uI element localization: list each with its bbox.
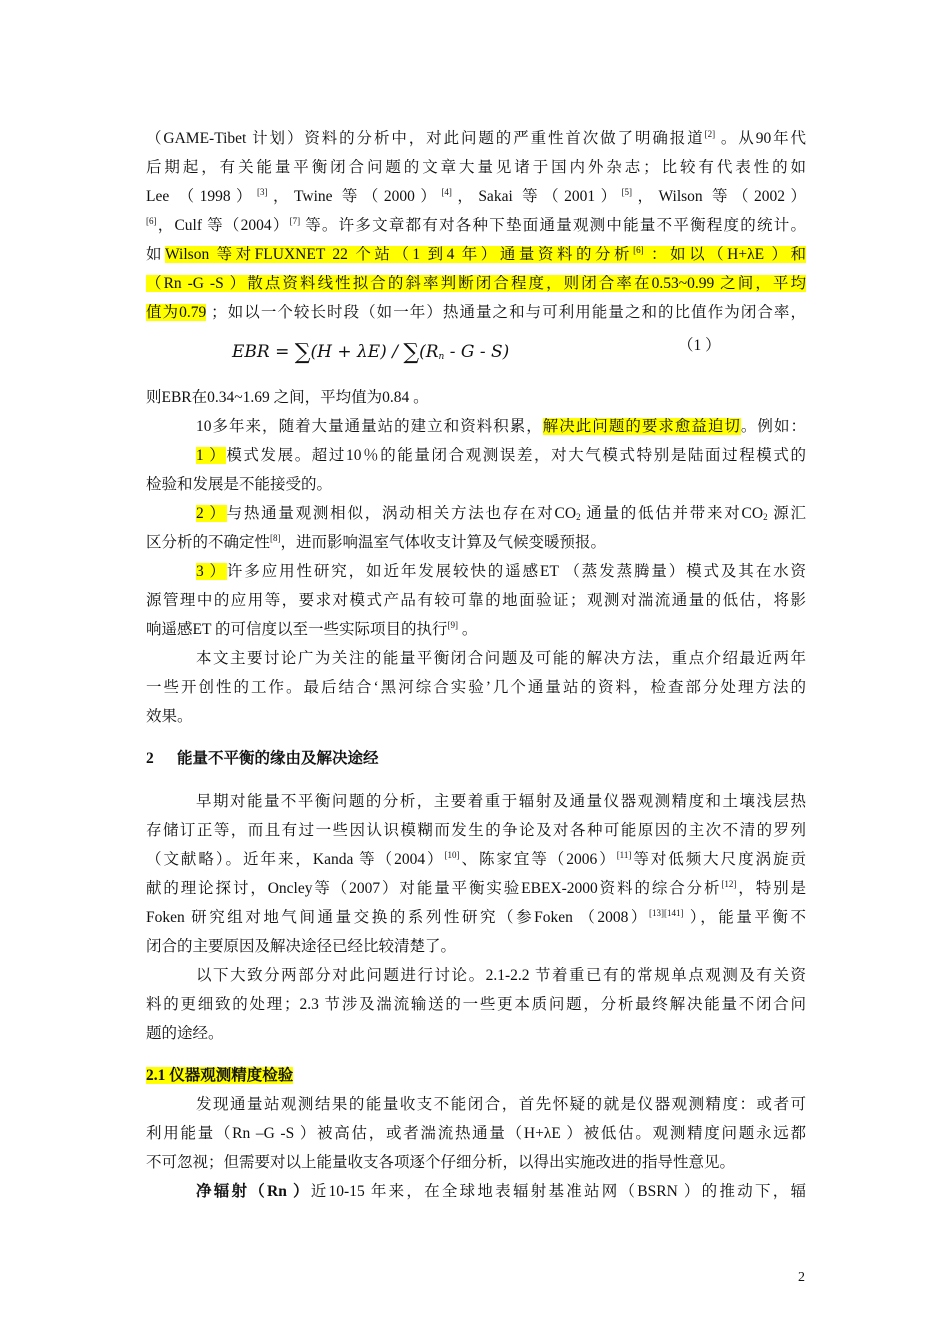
list-marker: 1 ）: [196, 447, 227, 464]
text-line: 闭合的主要原因及解决途径已经比较清楚了。: [146, 938, 457, 955]
text-line: 区分析的不确定性[8]，进而影响温室气体收支计算及气候变暖预报。: [146, 533, 607, 551]
equation-ebr: EBR = $\sum(H + \lambda E) / \sum(R_n - G - S)$: [232, 340, 510, 365]
text-line: 源管理中的应用等，要求对模式产品有较可靠的地面验证；观测对湍流通量的低估，将影: [146, 592, 806, 609]
text-line: 则EBR在0.34~1.69 之间，平均值为0.84 。: [146, 389, 429, 406]
highlighted-text: 值为0.79: [146, 304, 207, 321]
list-marker: 3 ）: [196, 563, 227, 580]
highlighted-text: Wilson 等对FLUXNET 22 个站（1 到4 年）通量资料的分析[6] ：如以（H+λE ）和: [165, 245, 807, 263]
highlighted-text: 解决此问题的要求愈益迫切: [542, 418, 741, 435]
equation-number: （1 ）: [678, 337, 721, 354]
text-line: 题的途经。: [146, 1025, 224, 1042]
text-line: 一些开创性的工作。最后结合‘黑河综合实验’几个通量站的资料，检查部分处理方法的: [146, 679, 806, 696]
section-heading: 2 能量不平衡的缘由及解决途经: [146, 750, 379, 767]
text-line: （GAME-Tibet 计划）资料的分析中，对此问题的严重性首次做了明确报道[2] 。从90年代: [146, 129, 806, 147]
highlighted-text: 2.1 仪器观测精度检验: [146, 1067, 294, 1084]
list-item: 2 ）与热通量观测相似，涡动相关方法也存在对$CO_2$ 通量的低估并带来对$CO_2$ 源汇: [196, 505, 806, 522]
text-line: 利用能量（Rn –G -S ）被高估，或者湍流热通量（H+λE ）被低估。观测精度问题永远都: [146, 1125, 806, 1142]
subsection-heading: [146, 1065, 806, 1087]
text-line: Lee （1998）[3]，Twine 等（2000）[4]，Sakai 等（2001）[5]，Wilson 等（2002）: [146, 187, 807, 205]
list-item: 3 ）许多应用性研究，如近年发展较快的遥感ET （蒸发蒸腾量）模式及其在水资: [196, 563, 806, 580]
list-marker: 2 ）: [196, 505, 227, 522]
text-line: （文献略）。近年来，Kanda 等（2004）[10]、陈家宜等（2006）[11]等对低频大尺度涡旋贡: [146, 850, 806, 868]
text-line: 存储订正等，而且有过一些因认识模糊而发生的争论及对各种可能原因的主次不清的罗列: [146, 822, 806, 839]
text-line: 如Wilson 等对FLUXNET 22 个站（1 到4 年）通量资料的分析[6] ：如以（H+λE ）和: [146, 245, 807, 263]
text-line: 值为0.79 ；如以一个较长时段（如一年）热通量之和与可利用能量之和的比值作为闭合率，: [146, 304, 806, 321]
text-line: 检验和发展是不能接受的。: [146, 476, 333, 493]
highlighted-text: （Rn -G -S ）散点资料线性拟合的斜率判断闭合程度，则闭合率在0.53~0.99 之间，平均: [146, 275, 806, 292]
text-line: Foken 研究组对地气间通量交换的系列性研究（参Foken （2008）[13][141] ），能量平衡不: [146, 908, 806, 926]
text-line: 效果。: [146, 708, 193, 725]
text-line: 本文主要讨论广为关注的能量平衡闭合问题及可能的解决方法，重点介绍最近两年: [196, 650, 806, 667]
text-line: [146, 273, 806, 295]
list-item: 1 ）模式发展。超过10％的能量闭合观测误差，对大气模式特别是陆面过程模式的: [196, 447, 806, 464]
text-line: 献的理论探讨，Oncley等（2007）对能量平衡实验EBEX-2000资料的综合分析[12]，特别是: [146, 879, 806, 897]
text-line: 以下大致分两部分对此问题进行讨论。2.1-2.2 节着重已有的常规单点观测及有关资: [196, 967, 806, 984]
text-line: 料的更细致的处理；2.3 节涉及湍流输送的一些更本质问题，分析最终解决能量不闭合问: [146, 996, 806, 1013]
text-line: 10多年来，随着大量通量站的建立和资料积累，解决此问题的要求愈益迫切。例如：: [196, 418, 806, 435]
text-line: 发现通量站观测结果的能量收支不能闭合，首先怀疑的就是仪器观测精度：或者可: [196, 1096, 806, 1113]
text-line: 响遥感ET 的可信度以至一些实际项目的执行[9] 。: [146, 620, 478, 638]
page-number: 2: [798, 1270, 805, 1285]
text-line: 不可忽视；但需要对以上能量收支各项逐个仔细分析，以得出实施改进的指导性意见。: [146, 1154, 736, 1171]
text-line: [6]，Culf 等（2004）[7] 等。许多文章都有对各种下垫面通量观测中能量不平衡程度的统计。: [146, 216, 806, 234]
text-line: 净辐射（Rn ）近10-15 年来，在全球地表辐射基准站网（BSRN ）的推动下，辐: [196, 1183, 806, 1200]
text-line: 早期对能量不平衡问题的分析，主要着重于辐射及通量仪器观测精度和土壤浅层热: [196, 793, 806, 810]
text-line: 后期起，有关能量平衡闭合问题的文章大量见诸于国内外杂志；比较有代表性的如: [146, 159, 806, 176]
